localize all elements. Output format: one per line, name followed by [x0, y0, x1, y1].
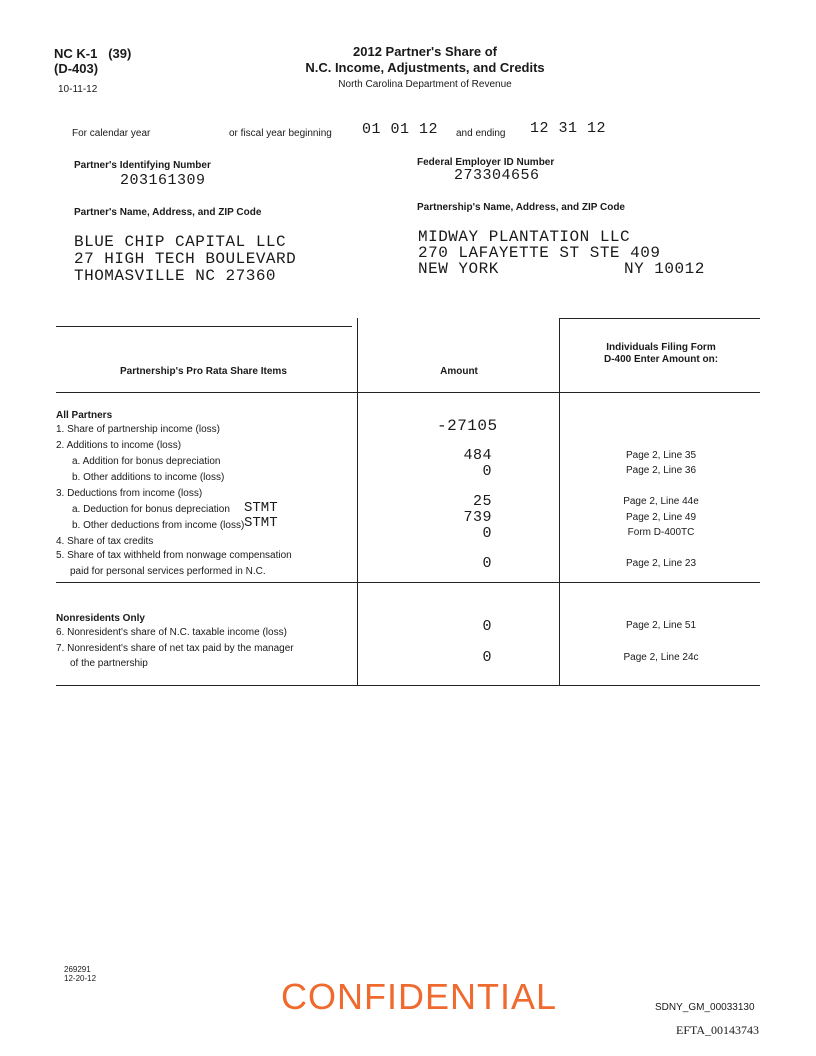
target-line4: Form D-400TC [627, 527, 695, 538]
form-title-line1: 2012 Partner's Share of [353, 44, 497, 59]
partner-name-label: Partner's Name, Address, and ZIP Code [74, 207, 262, 218]
target-line5: Page 2, Line 23 [625, 558, 697, 569]
amount-line7: 0 [482, 649, 492, 666]
row-label: 3. Deductions from income (loss) [56, 488, 203, 499]
col-target-header-line1: Individuals Filing Form [606, 342, 716, 353]
row-label: 5. Share of tax withheld from nonwage compensation [56, 550, 292, 561]
table-bottom-rule [56, 685, 760, 686]
partner-id-value: 203161309 [120, 172, 206, 189]
partnership-city: NEW YORK [418, 260, 499, 278]
partner-address: 27 HIGH TECH BOULEVARD [74, 250, 297, 268]
table-top-rule-left [56, 326, 352, 327]
col-items-header: Partnership's Pro Rata Share Items [120, 366, 287, 377]
table-top-rule-right [560, 318, 760, 319]
row-label: 2. Additions to income (loss) [56, 440, 182, 451]
row-label: b. Other additions to income (loss) [72, 472, 225, 483]
amount-line2a: 484 [463, 447, 492, 464]
row-label: a. Deduction for bonus depreciation [72, 504, 230, 515]
row-label: 6. Nonresident's share of N.C. taxable income (loss) [56, 627, 287, 638]
fiscal-year-label: or fiscal year beginning [229, 128, 332, 139]
partnership-name: MIDWAY PLANTATION LLC [418, 228, 631, 246]
row-label: 1. Share of partnership income (loss) [56, 424, 220, 435]
table-header-rule [56, 392, 760, 393]
partner-id-label: Partner's Identifying Number [74, 160, 211, 171]
revision-date: 10-11-12 [58, 84, 98, 95]
partner-city-state-zip: THOMASVILLE NC 27360 [74, 267, 277, 285]
row-label: paid for personal services performed in N.C. [70, 566, 266, 577]
partner-name: BLUE CHIP CAPITAL LLC [74, 233, 287, 251]
partnership-name-label: Partnership's Name, Address, and ZIP Code [417, 202, 625, 213]
fiscal-end-date: 12 31 12 [530, 120, 607, 137]
target-line2b: Page 2, Line 36 [625, 465, 697, 476]
fiscal-begin-date: 01 01 12 [362, 121, 439, 138]
target-line3b: Page 2, Line 49 [625, 512, 697, 523]
partnership-address: 270 LAFAYETTE ST STE 409 [418, 244, 661, 262]
target-line2a: Page 2, Line 35 [625, 450, 697, 461]
row-label: a. Addition for bonus depreciation [72, 456, 221, 467]
calendar-year-label: For calendar year [72, 128, 151, 139]
section-all-partners: All Partners [56, 410, 113, 421]
amount-line3b: 739 [463, 509, 492, 526]
row-label: b. Other deductions from income (loss) [72, 520, 245, 531]
row-label: 4. Share of tax credits [56, 536, 154, 547]
table-col-divider-2 [559, 318, 560, 685]
ending-label: and ending [456, 128, 506, 139]
partnership-state-zip: NY 10012 [624, 260, 705, 278]
fein-label: Federal Employer ID Number [417, 157, 555, 168]
fein-value: 273304656 [454, 167, 540, 184]
row-label: 7. Nonresident's share of net tax paid by the manager [56, 643, 294, 654]
table-section-rule [56, 582, 760, 583]
amount-line2b: 0 [482, 463, 492, 480]
target-line3a: Page 2, Line 44e [623, 496, 699, 507]
form-code: NC K-1 (39) [54, 46, 132, 61]
bates-number-2: EFTA_00143743 [676, 1023, 760, 1037]
target-line7: Page 2, Line 24c [623, 652, 699, 663]
stmt-note: STMT [244, 515, 278, 531]
amount-line3a: 25 [472, 493, 492, 510]
confidential-stamp: CONFIDENTIAL [281, 976, 558, 1017]
amount-line5: 0 [482, 555, 492, 572]
form-title-line2: N.C. Income, Adjustments, and Credits [305, 60, 545, 75]
section-nonresidents: Nonresidents Only [56, 613, 145, 624]
col-amount-header: Amount [440, 366, 478, 377]
amount-line1: -27105 [437, 417, 498, 435]
footer-code-1: 269291 [64, 965, 91, 974]
amount-line6: 0 [482, 618, 492, 635]
form-number: (D-403) [54, 61, 99, 76]
agency-name: North Carolina Department of Revenue [338, 79, 512, 90]
row-label: of the partnership [70, 658, 148, 669]
stmt-note: STMT [244, 500, 278, 516]
footer-code-2: 12-20-12 [64, 974, 97, 983]
target-line6: Page 2, Line 51 [625, 620, 697, 631]
bates-number-1: SDNY_GM_00033130 [655, 1002, 755, 1013]
amount-line4: 0 [482, 525, 492, 542]
table-col-divider-1 [357, 318, 358, 685]
col-target-header-line2: D-400 Enter Amount on: [603, 354, 719, 365]
